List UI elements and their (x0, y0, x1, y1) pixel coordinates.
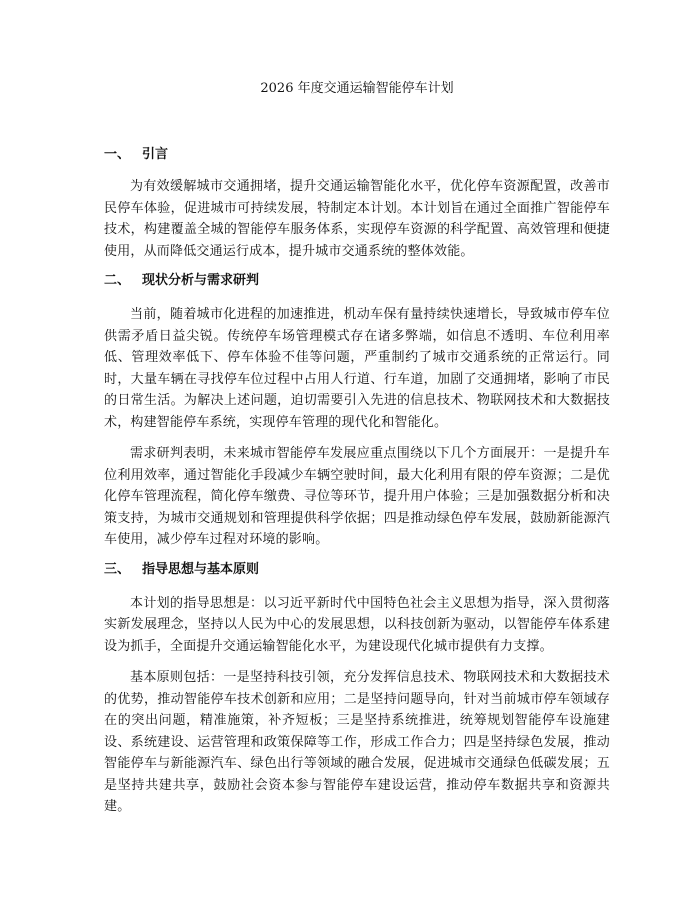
document-title: 2026 年度交通运输智能停车计划 (260, 81, 454, 96)
paragraph: 基本原则包括：一是坚持科技引领，充分发挥信息技术、物联网技术和大数据技术的优势，推动智能停车技术创新和应用；二是坚持问题导向，针对当前城市停车领域存在的突出问题，精准施策，补齐短板；三是坚持系统推进，统筹规划智能停车设施建设、系统建设、运营管理和政策保障等工作，形成工作合力；四是坚持绿色发展，推动智能停车与新能源汽车、绿色出行等领域的融合发展，促进城市交通绿色低碳发展；五是坚持共建共享，鼓励社会资本参与智能停车建设运营，推动停车数据共享和资源共建。 (104, 670, 610, 814)
paragraph: 本计划的指导思想是：以习近平新时代中国特色社会主义思想为指导，深入贯彻落实新发展理念，坚持以人民为中心的发展思想，以科技创新为驱动，以智能停车体系建设为抓手，全面提升交通运输智能化水平，为建设现代化城市提供有力支撑。 (104, 595, 610, 654)
paragraph: 为有效缓解城市交通拥堵，提升交通运输智能化水平，优化停车资源配置，改善市民停车体验，促进城市可持续发展，特制定本计划。本计划旨在通过全面推广智能停车技术，构建覆盖全城的智能停车服务体系，实现停车资源的科学配置、高效管理和便捷使用，从而降低交通运行成本，提升城市交通系统的整体效能。 (104, 179, 610, 259)
section-introduction (104, 146, 610, 262)
section-status-analysis (104, 272, 610, 551)
section-number: 二、 (104, 273, 131, 288)
paragraph: 当前，随着城市化进程的加速推进，机动车保有量持续快速增长，导致城市停车位供需矛盾日益尖锐。传统停车场管理模式存在诸多弊端，如信息不透明、车位利用率低、管理效率低下、停车体验不佳等问题，严重制约了城市交通系统的正常运行。同时，大量车辆在寻找停车位过程中占用人行道、行车道，加剧了交通拥堵，影响了市民的日常生活。为解决上述问题，迫切需要引入先进的信息技术、物联网技术和大数据技术，构建智能停车系统，实现停车管理的现代化和智能化。 (104, 307, 610, 430)
section-title: 指导思想与基本原则 (142, 561, 260, 577)
section-guiding-principles (104, 561, 610, 818)
section-heading (104, 272, 610, 290)
section-title: 现状分析与需求研判 (142, 273, 260, 288)
section-heading (104, 146, 610, 164)
section-heading (104, 561, 610, 579)
paragraph: 需求研判表明，未来城市智能停车发展应重点围绕以下几个方面展开：一是提升车位利用效率，通过智能化手段减少车辆空驶时间，最大化利用有限的停车资源；二是优化停车管理流程，简化停车缴费、寻位等环节，提升用户体验；三是加强数据分析和决策支持，为城市交通规划和管理提供科学依据；四是推动绿色停车发展，鼓励新能源汽车使用，减少停车过程对环境的影响。 (104, 446, 610, 547)
section-title: 引言 (142, 147, 169, 162)
section-number: 三、 (104, 561, 131, 577)
section-number: 一、 (104, 147, 131, 162)
